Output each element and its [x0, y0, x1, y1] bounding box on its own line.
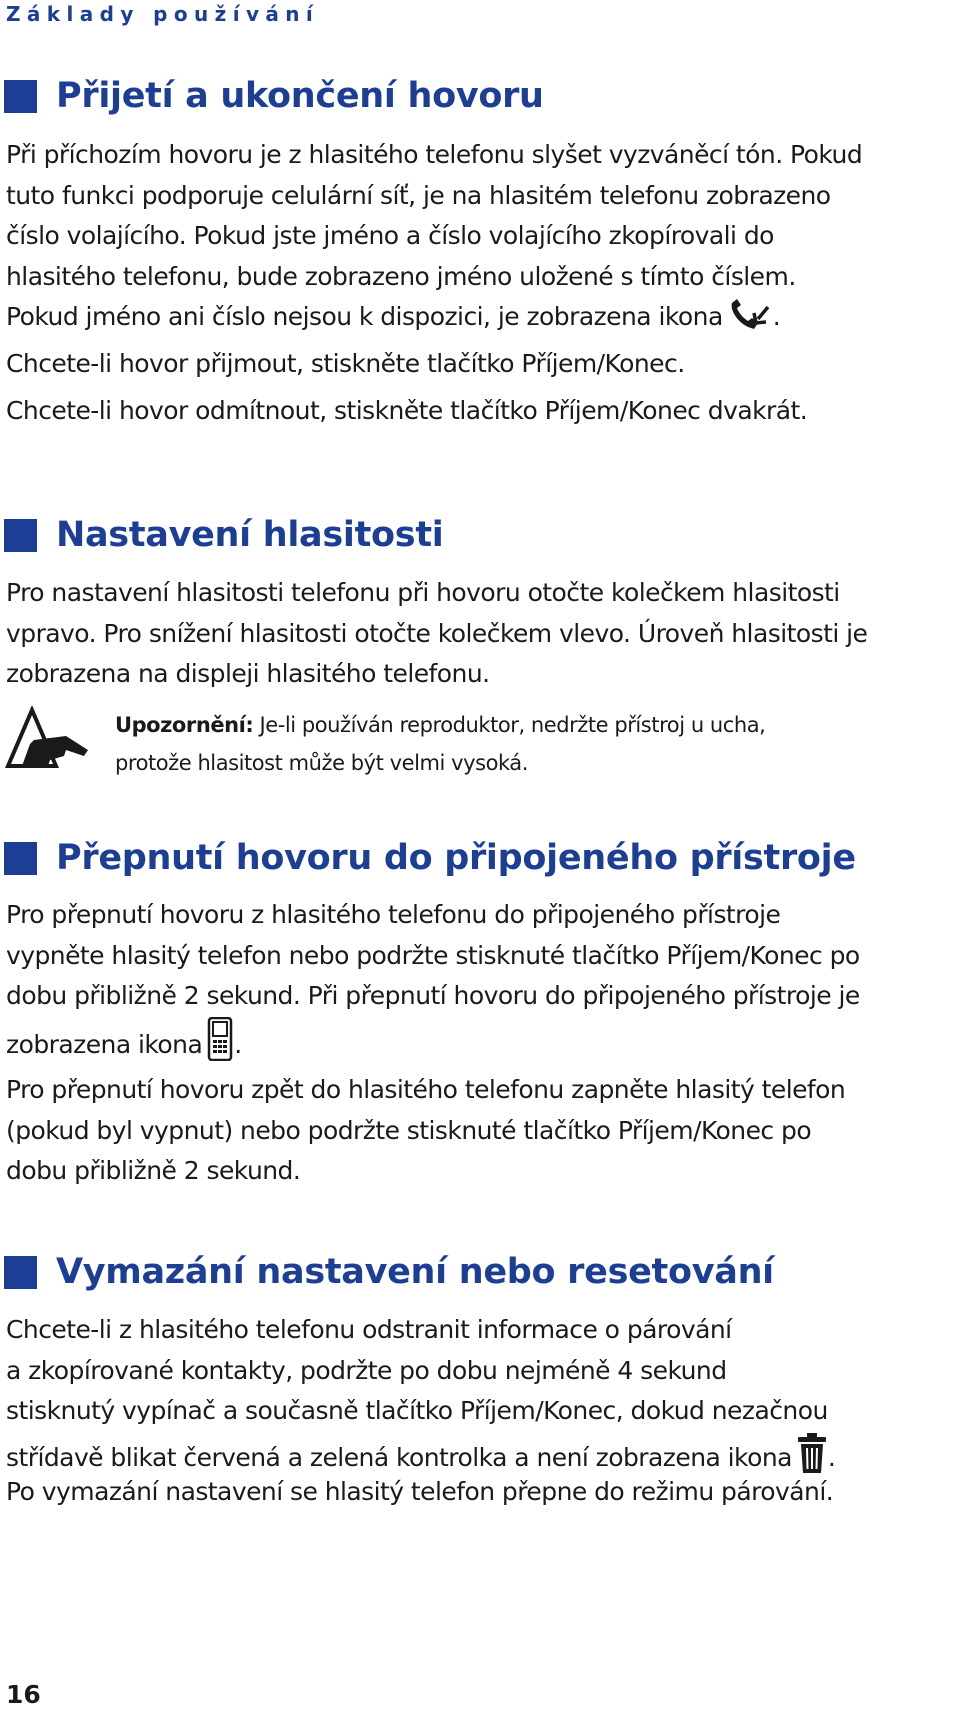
section-bullet-icon — [4, 1256, 37, 1289]
text-line: vpravo. Pro snížení hlasitosti otočte kolečkem vlevo. Úroveň hlasitosti je — [6, 618, 868, 648]
paragraph — [6, 135, 958, 338]
text-line: tuto funkci podporuje celulární síť, je na hlasitém telefonu zobrazeno — [6, 180, 831, 210]
text-line: Chcete-li z hlasitého telefonu odstranit informace o párování — [6, 1315, 732, 1344]
text-segment: Pokud jméno ani číslo nejsou k dispozici, je zobrazena ikona — [6, 302, 723, 332]
running-header: Základy používání — [6, 2, 320, 26]
text-line: hlasitého telefonu, bude zobrazeno jméno uložené s tímto číslem. — [6, 261, 796, 291]
text-segment: Je-li používán reproduktor, nedržte přístroj u ucha, — [259, 713, 766, 737]
paragraph — [6, 1070, 958, 1192]
page-number: 16 — [6, 1680, 41, 1709]
warning-label: Upozornění: — [115, 713, 254, 737]
text-line: protože hlasitost může být velmi vysoká. — [115, 751, 528, 775]
text-line: Chcete-li hovor odmítnout, stiskněte tlačítko Příjem/Konec dvakrát. — [6, 396, 808, 425]
incoming-call-icon — [728, 299, 772, 346]
text-line: dobu přibližně 2 sekund. Při přepnutí hovoru do připojeného přístroje je — [6, 981, 860, 1011]
text-line: a zkopírované kontakty, podržte po dobu nejméně 4 sekund — [6, 1355, 727, 1385]
section-bullet-icon — [4, 80, 37, 113]
line-end-period: . — [827, 1442, 836, 1472]
text-line — [6, 297, 958, 338]
text-segment: střídavě blikat červená a zelená kontrolka a není zobrazena ikona — [6, 1442, 792, 1472]
warning-hand-icon — [4, 706, 90, 774]
text-line: Pro nastavení hlasitosti telefonu při hovoru otočte kolečkem hlasitosti — [6, 578, 840, 607]
section-heading-transfer — [4, 834, 856, 882]
text-line — [6, 1017, 958, 1058]
section-heading-volume — [4, 511, 443, 559]
text-line: vypněte hlasitý telefon nebo podržte stisknuté tlačítko Příjem/Konec po — [6, 940, 860, 970]
paragraph — [6, 344, 958, 385]
text-line: Při příchozím hovoru je z hlasitého telefonu slyšet vyzváněcí tón. Pokud — [6, 140, 863, 169]
text-line: (pokud byl vypnut) nebo podržte stisknuté tlačítko Příjem/Konec po — [6, 1115, 812, 1145]
paragraph — [6, 1310, 958, 1513]
text-line: Po vymazání nastavení se hlasitý telefon přepne do režimu párování. — [6, 1477, 834, 1507]
text-line — [6, 1432, 958, 1473]
line-end-period: . — [772, 302, 781, 332]
mobile-phone-icon — [207, 1017, 233, 1074]
paragraph — [6, 391, 958, 432]
section-bullet-icon — [4, 519, 37, 552]
section-title: Přepnutí hovoru do připojeného přístroje — [56, 838, 856, 878]
text-segment: zobrazena ikona — [6, 1029, 203, 1059]
paragraph — [6, 573, 958, 695]
text-line: Pro přepnutí hovoru zpět do hlasitého telefonu zapněte hlasitý telefon — [6, 1075, 846, 1104]
warning-note — [115, 706, 765, 782]
text-line: dobu přibližně 2 sekund. — [6, 1156, 301, 1186]
text-line: zobrazena na displeji hlasitého telefonu. — [6, 659, 490, 689]
section-heading-call-answer — [4, 72, 544, 120]
paragraph — [6, 895, 958, 1057]
text-line: číslo volajícího. Pokud jste jméno a číslo volajícího zkopírovali do — [6, 221, 774, 251]
section-bullet-icon — [4, 842, 37, 875]
text-line: Pro přepnutí hovoru z hlasitého telefonu do připojeného přístroje — [6, 900, 781, 929]
section-title: Vymazání nastavení nebo resetování — [56, 1252, 774, 1292]
line-end-period: . — [234, 1029, 242, 1059]
section-title: Přijetí a ukončení hovoru — [56, 76, 544, 116]
text-line — [115, 706, 765, 744]
text-line: stisknutý vypínač a současně tlačítko Příjem/Konec, dokud nezačnou — [6, 1396, 828, 1426]
section-heading-reset — [4, 1248, 774, 1296]
text-line: Chcete-li hovor přijmout, stiskněte tlačítko Příjem/Konec. — [6, 349, 685, 378]
section-title: Nastavení hlasitosti — [56, 515, 444, 555]
